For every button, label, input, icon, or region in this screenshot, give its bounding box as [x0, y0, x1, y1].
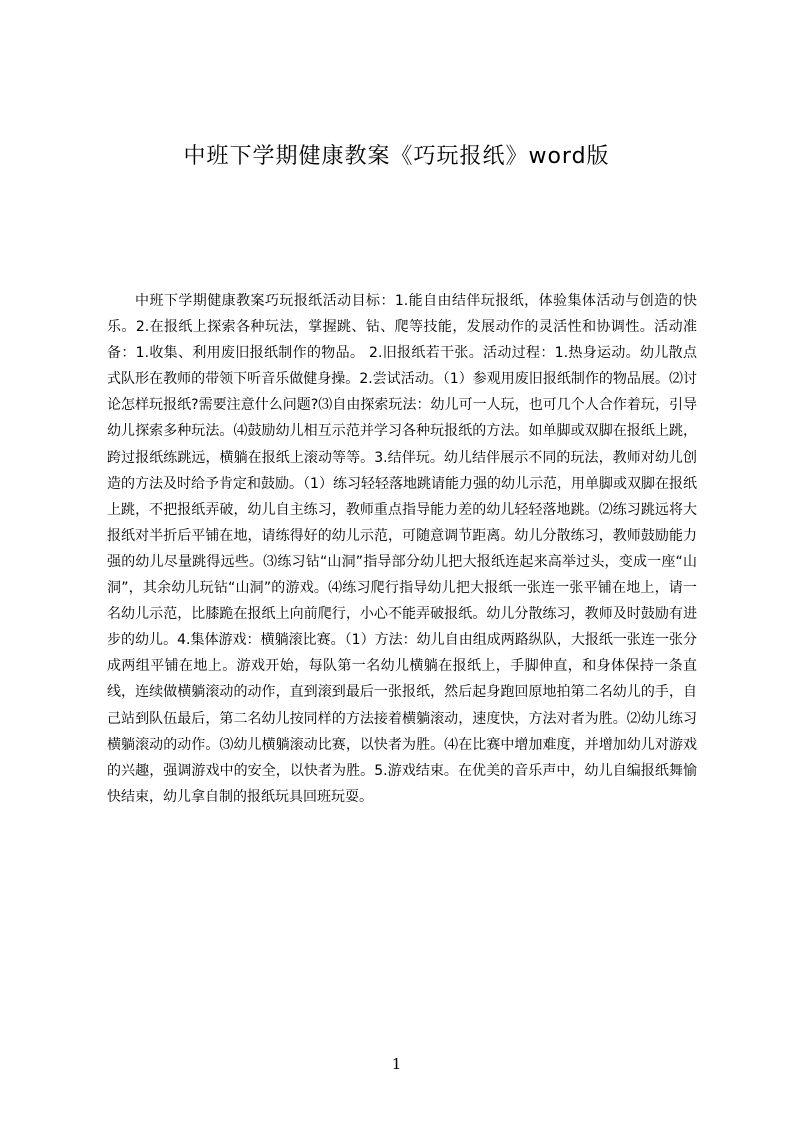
- document-title: 中班下学期健康教案《巧玩报纸》word版: [183, 144, 610, 169]
- document-body-text: 中班下学期健康教案巧玩报纸活动目标：1.能自由结伴玩报纸，体验集体活动与创造的快乐。2.在报纸上探索各种玩法，掌握跳、钻、爬等技能，发展动作的灵活性和协调性。活动准备：1.收集、利用废旧报纸制作的物品。 2.旧报纸若干张。活动过程：1.热身运动。幼儿散点式队形在教师的带领下听音乐做健身操。2.尝试活动。（1）参观用废旧报纸制作的物品展。⑵讨论怎样玩报纸?需要注意什么问题?⑶自由探索玩法：幼儿可一人玩，也可几个人合作着玩，引导幼儿探索多种玩法。⑷鼓励幼儿相互示范并学习各种玩报纸的方法。如单脚或双脚在报纸上跳，跨过报纸练跳远，横躺在报纸上滚动等等。3.结伴玩。幼儿结伴展示不同的玩法，教师对幼儿创造的方法及时给予肯定和鼓励。（1）练习轻轻落地跳请能力强的幼儿示范，用单脚或双脚在报纸上跳，不把报纸弄破，幼儿自主练习，教师重点指导能力差的幼儿轻轻落地跳。⑵练习跳远将大报纸对半折后平铺在地，请练得好的幼儿示范，可随意调节距离。幼儿分散练习，教师鼓励能力强的幼儿尽量跳得远些。⑶练习钻“山洞”指导部分幼儿把大报纸连起来高举过头，变成一座“山洞”，其余幼儿玩钻“山洞”的游戏。⑷练习爬行指导幼儿把大报纸一张连一张平铺在地上，请一名幼儿示范，比膝跪在报纸上向前爬行，小心不能弄破报纸。幼儿分散练习，教师及时鼓励有进步的幼儿。4.集体游戏：横躺滚比赛。（1）方法：幼儿自由组成两路纵队，大报纸一张连一张分成两组平铺在地上。游戏开始，每队第一名幼儿横躺在报纸上，手脚伸直，和身体保持一条直线，连续做横躺滚动的动作，直到滚到最后一张报纸，然后起身跑回原地拍第二名幼儿的手，自己站到队伍最后，第二名幼儿按同样的方法接着横躺滚动，速度快，方法对者为胜。⑵幼儿练习横躺滚动的动作。⑶幼儿横躺滚动比赛，以快者为胜。⑷在比赛中增加难度，并增加幼儿对游戏的兴趣，强调游戏中的安全，以快者为胜。5.游戏结束。在优美的音乐声中，幼儿自编报纸舞愉快结束，幼儿拿自制的报纸玩具回班玩耍。: [107, 293, 697, 805]
- page-number: 1: [391, 1055, 402, 1073]
